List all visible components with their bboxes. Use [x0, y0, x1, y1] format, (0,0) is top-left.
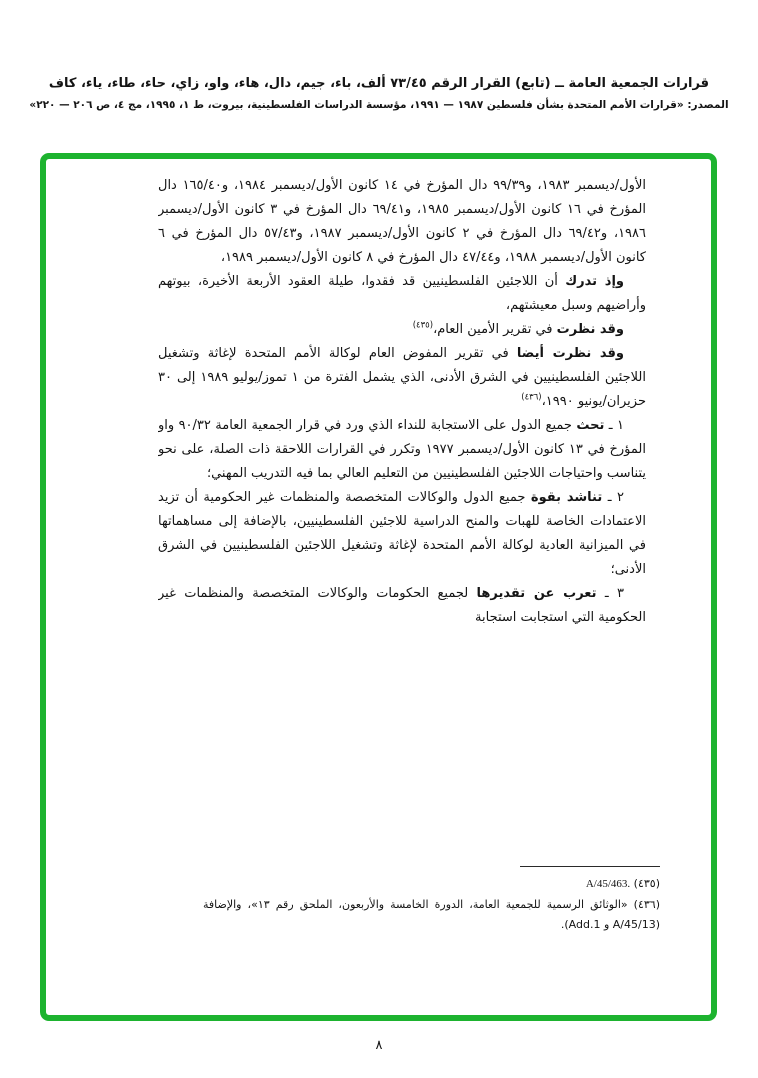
footnote-marker: (٤٣٦): [633, 897, 660, 911]
paragraph-text: لجميع الحكومات والوكالات المتخصصة والمنظمات غير الحكومية التي استجابت استجابة: [158, 586, 646, 625]
paragraph-number: ١ ـ: [604, 418, 624, 433]
footnote-marker: (٤٣٥): [633, 877, 660, 890]
footnote-separator: [520, 866, 660, 867]
paragraph-operative-2: [158, 486, 646, 582]
paragraph-considered-unrwa-report: [158, 342, 646, 414]
paragraph-lead: وقد نظرت أيضا: [516, 346, 624, 361]
footnote-document-symbol: A/45/463.: [585, 878, 631, 890]
page-number: ٨: [375, 1038, 383, 1053]
paragraph-text: جميع الدول على الاستجابة للنداء الذي ورد في قرار الجمعية العامة ٩٠/٣٢ واو المؤرخ في ١٣ كانون الأول/ديسمبر ١٩٧٧ وتكرر في القرارات اللاحقة ذات الصلة، على نحو يتناسب واحتياجات اللاجئين الفلسطينيين من التعليم العالي بما فيه التدريب المهني؛: [158, 418, 646, 481]
paragraph-text: في تقرير الأمين العام،: [433, 322, 557, 337]
footnote-text: «الوثائق الرسمية للجمعية العامة، الدورة الخامسة والأربعون، الملحق رقم ١٣»، والإضافة (A/45/13 و Add.1).: [203, 897, 660, 931]
paragraph-text: في تقرير المفوض العام لوكالة الأمم المتحدة لإغاثة وتشغيل اللاجئين الفلسطينيين في الشرق الأدنى، الذي يشمل الفترة من ١ تموز/يوليو ١٩٨٩ إلى ٣٠ حزيران/يونيو ١٩٩٠،: [158, 346, 646, 409]
footnote-ref-435: (٤٣٥): [412, 320, 434, 331]
resolution-text: [158, 174, 646, 630]
paragraph-operative-3: [158, 582, 646, 630]
footnote-436: [203, 895, 660, 936]
header-title: قرارات الجمعية العامة ــ (تابع) القرار الرقم ٧٣/٤٥ ألف، باء، جيم، دال، هاء، واو، زاي، حاء، طاء، ياء، كاف: [48, 76, 710, 91]
header-source: المصدر: «قرارات الأمم المتحدة بشأن فلسطين ١٩٨٧ — ١٩٩١، مؤسسة الدراسات الفلسطينية، بيروت، ط ١، ١٩٩٥، مج ٤، ص ٢٠٦ — ٢٢٠»: [29, 99, 729, 111]
paragraph-text: الأول/ديسمبر ١٩٨٣، و٩٩/٣٩ دال المؤرخ في ١٤ كانون الأول/ديسمبر ١٩٨٤، و١٦٥/٤٠ دال المؤرخ في ١٦ كانون الأول/ديسمبر ١٩٨٥، و٦٩/٤١ دال المؤرخ في ٣ كانون الأول/ديسمبر ١٩٨٦، و٦٩/٤٢ دال المؤرخ في ٢ كانون الأول/ديسمبر ١٩٨٧، و٥٧/٤٣ دال المؤرخ في ٦ كانون الأول/ديسمبر ١٩٨٨، و٤٧/٤٤ دال المؤرخ في ٨ كانون الأول/ديسمبر ١٩٨٩،: [158, 178, 646, 265]
footnote-435: [203, 874, 660, 895]
paragraph-number: ٢ ـ: [602, 490, 624, 505]
paragraph-text: أن اللاجئين الفلسطينيين قد فقدوا، طيلة العقود الأربعة الأخيرة، بيوتهم وأراضيهم وسبل معيشتهم،: [158, 274, 646, 313]
paragraph-lead: تناشد بقوة: [530, 490, 603, 505]
footnotes-section: [203, 866, 660, 936]
paragraph-operative-1: [158, 414, 646, 486]
footnote-ref-436: (٤٣٦): [521, 392, 542, 403]
paragraph-lead: تحث: [576, 418, 605, 433]
paragraph-considered-report: [158, 318, 646, 342]
paragraph-lead: وقد نظرت: [556, 322, 624, 337]
paragraph-lead: تعرب عن تقديرها: [476, 586, 597, 601]
paragraph-lead: وإذ تدرك: [565, 274, 624, 289]
document-header: [0, 76, 758, 111]
paragraph-number: ٣ ـ: [596, 586, 624, 601]
paragraph-text: جميع الدول والوكالات المتخصصة والمنظمات غير الحكومية أن تزيد الاعتمادات الخاصة للهبات والمنح الدراسية للاجئين الفلسطينيين، بالإضافة إلى مساهماتها في الميزانية العادية لوكالة الأمم المتحدة لإغاثة وتشغيل اللاجئين الفلسطينيين في الشرق الأدنى؛: [158, 490, 646, 577]
paragraph-preamble-aware: [158, 270, 646, 318]
paragraph-resolutions-list: [158, 174, 646, 270]
